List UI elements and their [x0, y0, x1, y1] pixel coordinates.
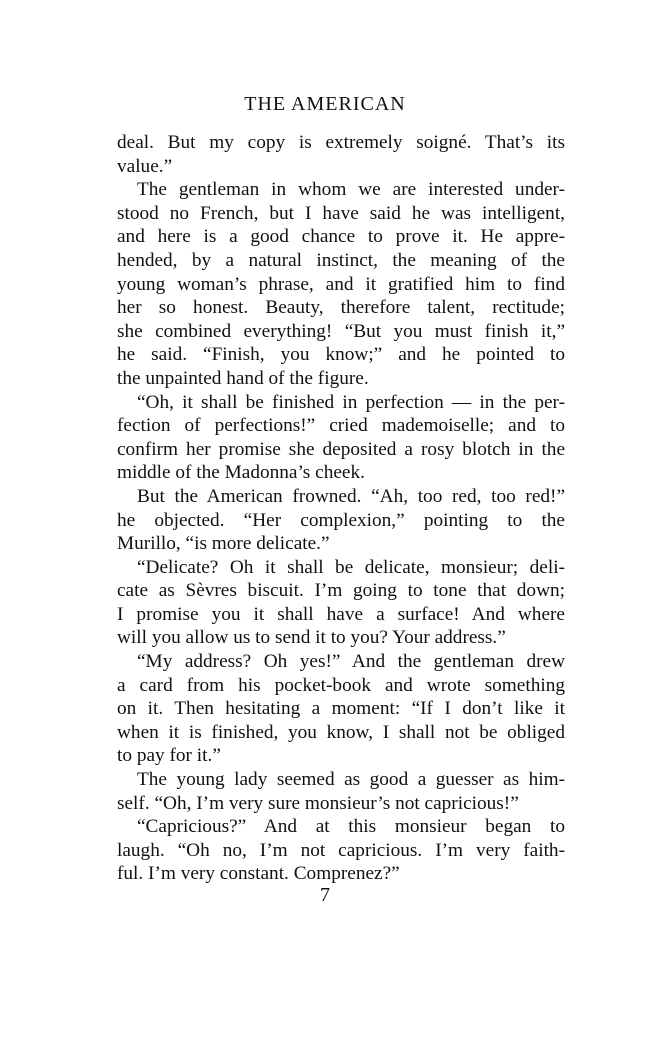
- text-line: young woman’s phrase, and it gratified him to find: [117, 273, 565, 295]
- text-line: “Delicate? Oh it shall be delicate, monsieur; deli-: [137, 556, 565, 578]
- page-number: 7: [320, 884, 330, 906]
- text-line: she combined everything! “But you must finish it,”: [117, 320, 565, 342]
- text-line: will you allow us to send it to you? Your address.”: [117, 627, 506, 649]
- text-line: her so honest. Beauty, therefore talent, rectitude;: [117, 297, 565, 319]
- text-line: laugh. “Oh no, I’m not capricious. I’m very faith-: [117, 839, 565, 861]
- text-line: “Oh, it shall be finished in perfection — in the per-: [137, 391, 565, 413]
- text-line: middle of the Madonna’s cheek.: [117, 462, 365, 484]
- text-line: self. “Oh, I’m very sure monsieur’s not capricious!”: [117, 792, 519, 814]
- text-line: The gentleman in whom we are interested under-: [137, 179, 565, 201]
- text-line: and here is a good chance to prove it. He appre-: [117, 226, 565, 248]
- running-head: THE AMERICAN: [244, 93, 406, 115]
- text-line: cate as Sèvres biscuit. I’m going to tone that down;: [117, 580, 565, 602]
- text-line: when it is finished, you know, I shall not be obliged: [117, 721, 565, 743]
- text-line: to pay for it.”: [117, 745, 221, 767]
- text-line: I promise you it shall have a surface! And where: [117, 603, 565, 625]
- text-line: Murillo, “is more delicate.”: [117, 533, 330, 555]
- text-line: a card from his pocket-book and wrote something: [117, 674, 565, 696]
- text-line: on it. Then hesitating a moment: “If I don’t like it: [117, 698, 565, 720]
- text-line: he objected. “Her complexion,” pointing to the: [117, 509, 565, 531]
- text-line: value.”: [117, 155, 173, 177]
- text-line: The young lady seemed as good a guesser as him-: [137, 769, 565, 791]
- text-line: he said. “Finish, you know;” and he pointed to: [117, 344, 565, 366]
- text-line: the unpainted hand of the figure.: [117, 367, 369, 389]
- text-line: ful. I’m very constant. Comprenez?”: [117, 863, 400, 885]
- text-line: “My address? Oh yes!” And the gentleman drew: [137, 651, 565, 673]
- text-line: But the American frowned. “Ah, too red, too red!”: [137, 485, 565, 507]
- text-line: “Capricious?” And at this monsieur began to: [137, 816, 565, 838]
- text-line: hended, by a natural instinct, the meaning of the: [117, 249, 565, 271]
- text-line: stood no French, but I have said he was intelligent,: [117, 202, 565, 224]
- text-line: fection of perfections!” cried mademoiselle; and to: [117, 415, 565, 437]
- body-text: [117, 131, 565, 886]
- text-line: confirm her promise she deposited a rosy blotch in the: [117, 438, 565, 460]
- text-line: deal. But my copy is extremely soigné. That’s its: [117, 132, 565, 153]
